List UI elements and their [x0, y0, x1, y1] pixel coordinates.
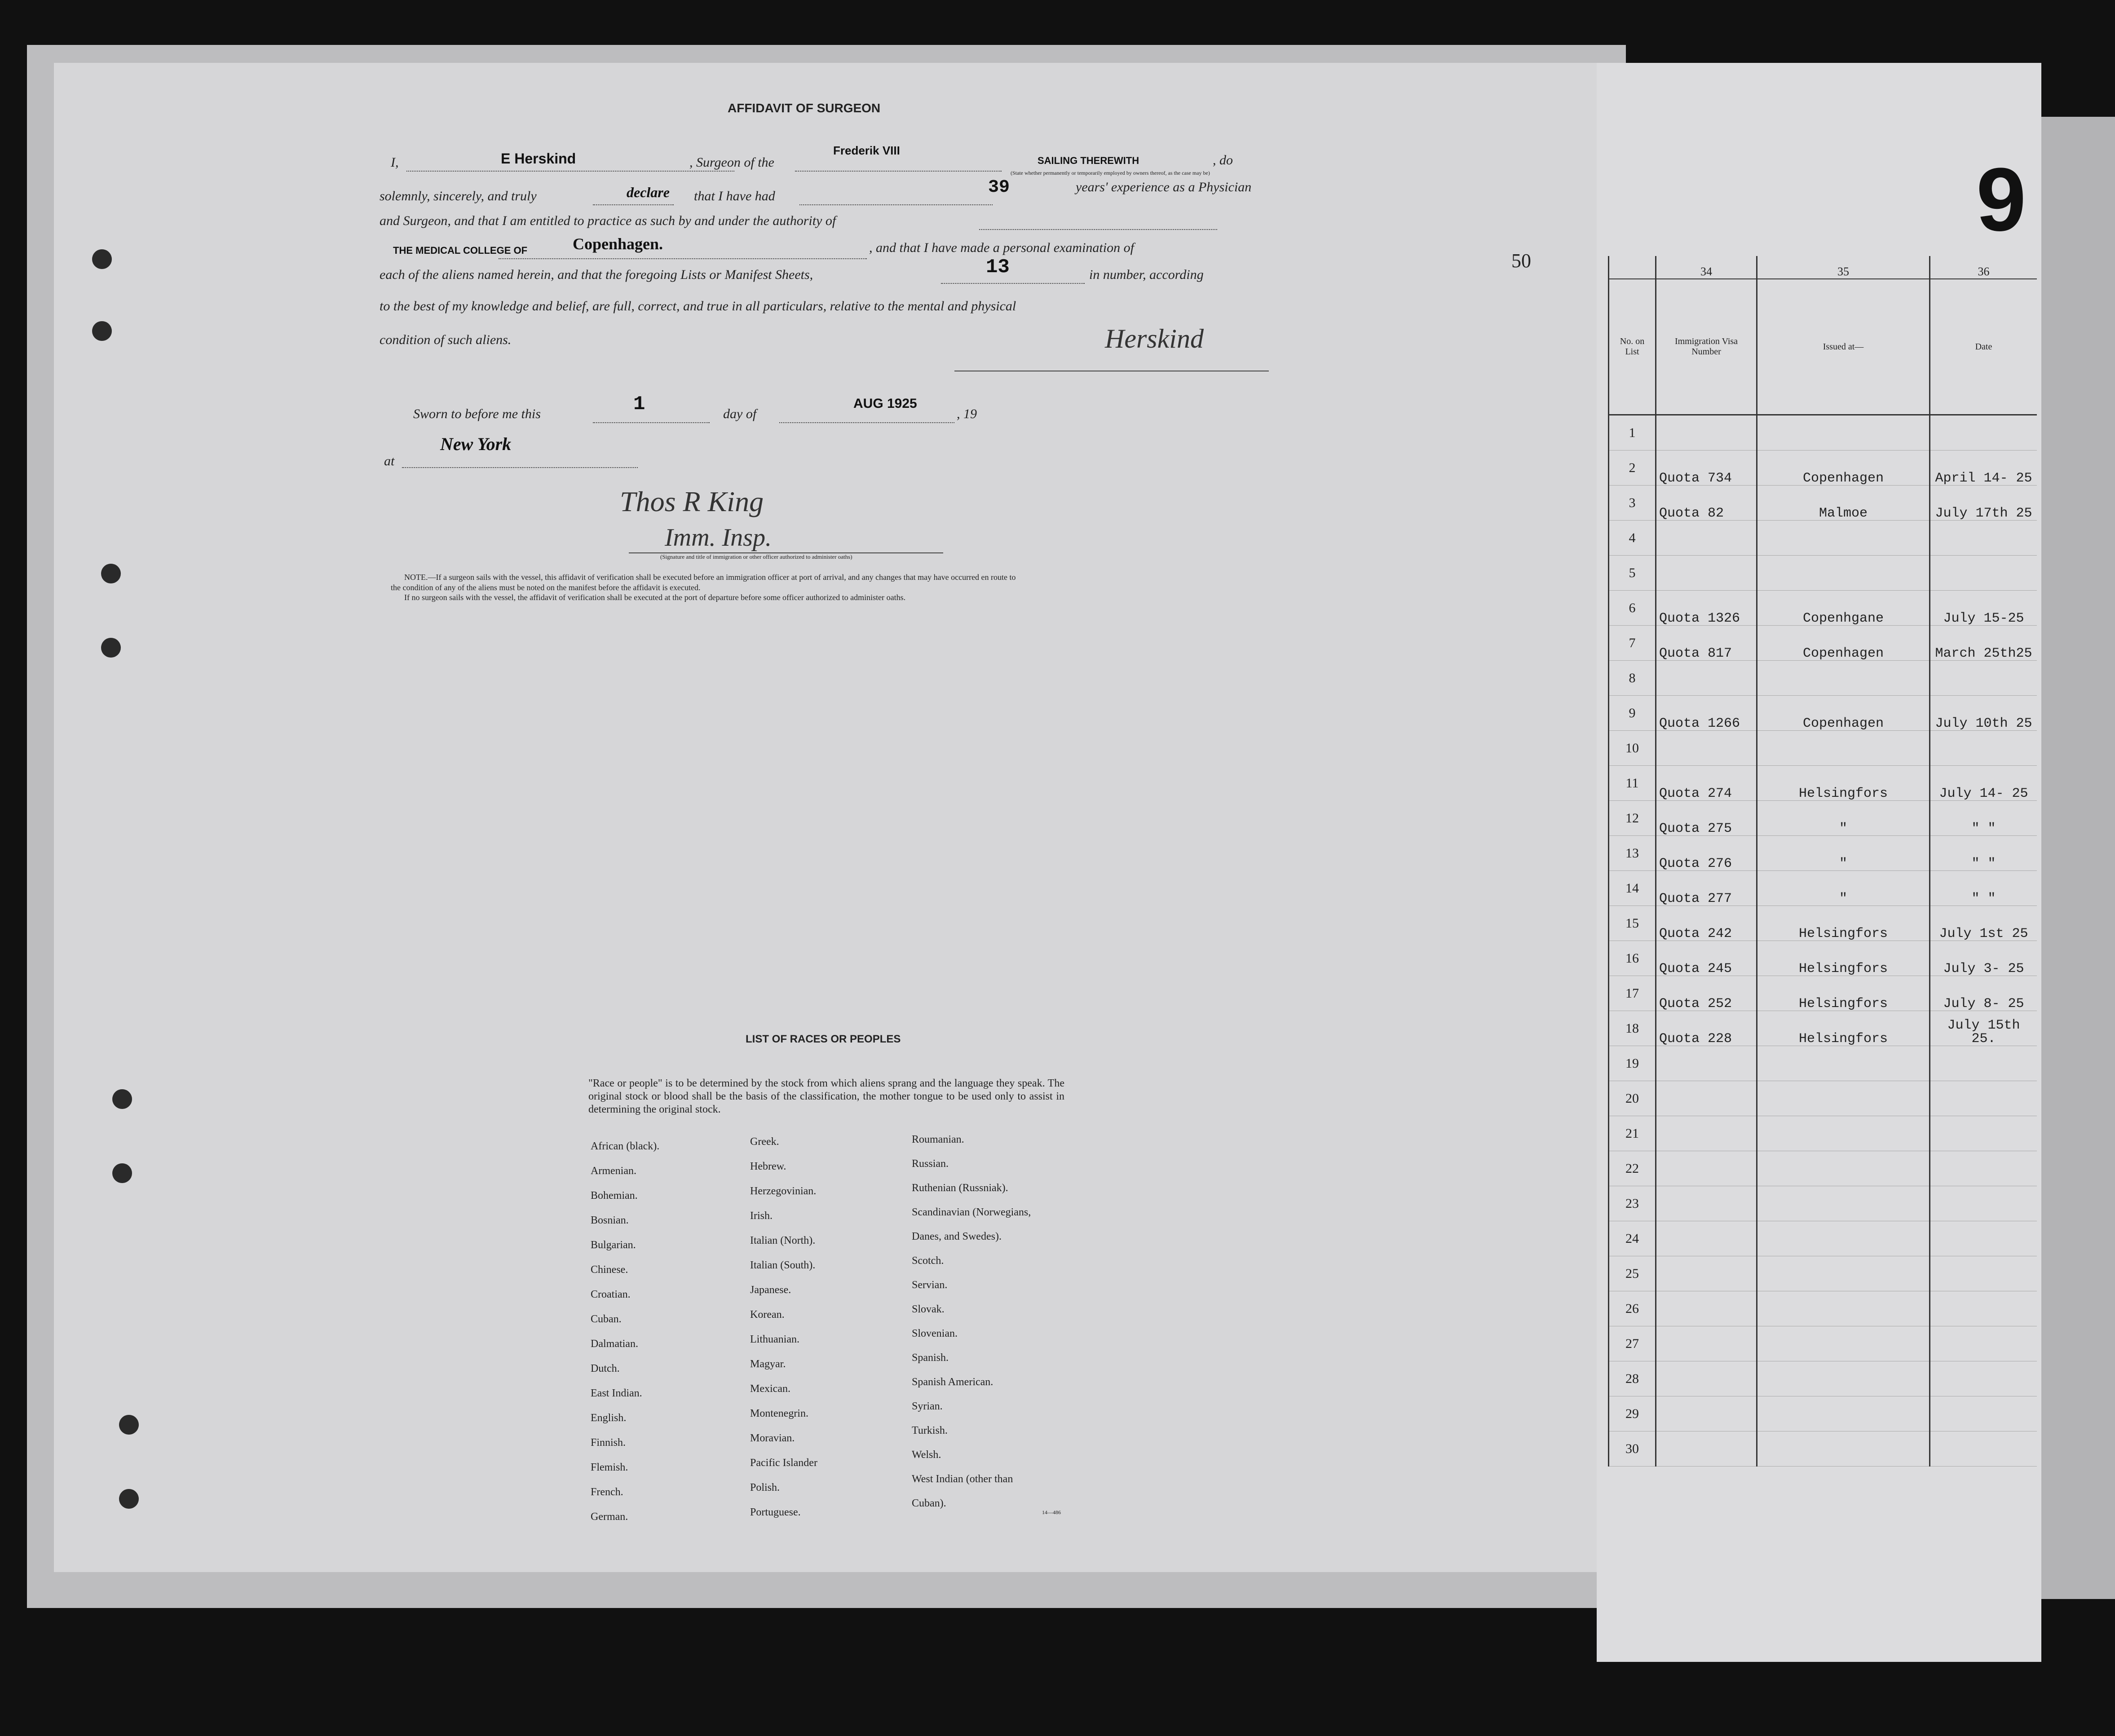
college-line — [499, 258, 867, 259]
vessel-name: Frederik VIII — [833, 144, 900, 157]
race-entry: African (black). — [591, 1140, 660, 1152]
note-line-2: the condition of any of the aliens must be noted on the manifest before the affidavit is executed. — [391, 583, 701, 592]
affidavit-page — [54, 63, 1608, 1572]
surgeon-name: E Herskind — [501, 150, 576, 167]
row-number: 15 — [1609, 906, 1656, 941]
visa-date — [1930, 1116, 2037, 1151]
do-label: , do — [1213, 153, 1233, 168]
race-entry: Flemish. — [591, 1462, 628, 1473]
row-number: 5 — [1609, 556, 1656, 591]
race-entry: Magyar. — [750, 1358, 786, 1370]
visa-number: Quota 252 — [1656, 976, 1757, 1011]
visa-date — [1930, 661, 2037, 696]
row-number: 6 — [1609, 591, 1656, 626]
race-entry: Armenian. — [591, 1165, 636, 1177]
day-line — [593, 422, 710, 423]
visa-date — [1930, 1256, 2037, 1291]
visa-number — [1656, 1151, 1757, 1186]
col-num: 36 — [1930, 256, 2037, 279]
visa-date — [1930, 415, 2037, 451]
table-row — [1609, 731, 2037, 766]
table-row — [1609, 766, 2037, 801]
issued-at — [1757, 1291, 1930, 1326]
race-entry: Finnish. — [591, 1437, 626, 1449]
month-line — [779, 422, 954, 423]
visa-date: July 1st 25 — [1930, 906, 2037, 941]
row-number: 27 — [1609, 1326, 1656, 1361]
issued-at: Copenhagen — [1757, 451, 1930, 486]
row-number: 17 — [1609, 976, 1656, 1011]
line4b: , and that I have made a personal examination of — [869, 240, 1134, 255]
authority-line — [979, 229, 1217, 230]
race-entry: Spanish American. — [912, 1376, 993, 1388]
race-entry: Russian. — [912, 1158, 949, 1170]
manifest-table — [1608, 256, 2037, 1467]
row-number: 11 — [1609, 766, 1656, 801]
sheets-line — [941, 283, 1085, 284]
race-entry: Croatian. — [591, 1289, 631, 1300]
race-entry: Cuban). — [912, 1497, 946, 1509]
issued-at: Helsingfors — [1757, 766, 1930, 801]
table-row — [1609, 1326, 2037, 1361]
surgeon-signature: Herskind — [1105, 324, 1204, 353]
punch-hole — [101, 638, 121, 658]
line5a: each of the aliens named herein, and that the foregoing Lists or Manifest Sheets, — [380, 267, 813, 282]
row-number: 13 — [1609, 836, 1656, 871]
race-entry: Bosnian. — [591, 1215, 629, 1226]
table-row — [1609, 1221, 2037, 1256]
col-num: 34 — [1656, 256, 1757, 279]
line7: condition of such aliens. — [380, 332, 512, 347]
line2a: solemnly, sincerely, and truly — [380, 189, 537, 203]
visa-number — [1656, 415, 1757, 451]
row-number: 7 — [1609, 626, 1656, 661]
visa-number — [1656, 556, 1757, 591]
row-number: 30 — [1609, 1431, 1656, 1467]
place-line — [402, 467, 638, 468]
race-entry: Syrian. — [912, 1400, 943, 1412]
race-entry: German. — [591, 1511, 628, 1523]
col-num — [1609, 256, 1656, 279]
visa-number — [1656, 1081, 1757, 1116]
sworn-a: Sworn to before me this — [413, 406, 541, 421]
race-entry: Servian. — [912, 1279, 948, 1291]
line3: and Surgeon, and that I am entitled to practice as such by and under the authority of — [380, 213, 836, 228]
visa-date — [1930, 1291, 2037, 1326]
visa-date — [1930, 1431, 2037, 1467]
line2b: that I have had — [694, 189, 775, 203]
issued-at — [1757, 1431, 1930, 1467]
visa-date: March 25th25 — [1930, 626, 2037, 661]
visa-date — [1930, 1046, 2037, 1081]
table-row — [1609, 976, 2037, 1011]
row-number: 29 — [1609, 1396, 1656, 1431]
row-number: 3 — [1609, 486, 1656, 521]
race-entry: Korean. — [750, 1309, 785, 1321]
issued-at — [1757, 1081, 1930, 1116]
affidavit-title: AFFIDAVIT OF SURGEON — [728, 101, 881, 115]
college-city: Copenhagen. — [573, 235, 663, 253]
column-number-row — [1609, 256, 2037, 279]
declare-line — [593, 204, 674, 205]
table-row — [1609, 1396, 2037, 1431]
visa-number — [1656, 1186, 1757, 1221]
row-number: 24 — [1609, 1221, 1656, 1256]
race-entry: Bulgarian. — [591, 1239, 636, 1251]
issued-at — [1757, 1186, 1930, 1221]
table-row — [1609, 1431, 2037, 1467]
race-entry: Mexican. — [750, 1383, 790, 1395]
race-entry: Slovenian. — [912, 1328, 958, 1339]
visa-date — [1930, 1396, 2037, 1431]
table-row — [1609, 696, 2037, 731]
table-row — [1609, 1291, 2037, 1326]
race-entry: Chinese. — [591, 1264, 628, 1276]
punch-hole — [101, 564, 121, 583]
issued-at — [1757, 1361, 1930, 1396]
race-entry: Cuban. — [591, 1313, 622, 1325]
row-number: 4 — [1609, 521, 1656, 556]
row-number: 14 — [1609, 871, 1656, 906]
race-entry: Dalmatian. — [591, 1338, 638, 1350]
declare-word: declare — [627, 184, 670, 200]
issued-at: " — [1757, 871, 1930, 906]
visa-date: " " — [1930, 801, 2037, 836]
race-entry: Lithuanian. — [750, 1334, 799, 1345]
race-entry: Herzegovinian. — [750, 1185, 817, 1197]
punch-hole — [92, 249, 112, 269]
table-row — [1609, 521, 2037, 556]
issued-at — [1757, 661, 1930, 696]
race-entry: Roumanian. — [912, 1134, 964, 1145]
row-number: 8 — [1609, 661, 1656, 696]
table-row — [1609, 1046, 2037, 1081]
punch-hole — [112, 1163, 132, 1183]
years-value: 39 — [988, 177, 1010, 198]
races-intro: "Race or people" is to be determined by the stock from which aliens sprang and the language they speak. The original stock or blood shall be the basis of the classification, the mother tongue to be used only to assist in determining the original stock. — [588, 1078, 1064, 1115]
visa-number — [1656, 731, 1757, 766]
punch-hole — [119, 1415, 139, 1435]
sheet-number: 9 — [1976, 150, 2027, 250]
races-column-3 — [912, 1127, 1031, 1515]
race-entry: Slovak. — [912, 1303, 945, 1315]
race-entry: West Indian (other than — [912, 1473, 1013, 1485]
header-date: Date — [1930, 279, 2037, 415]
line2c: years' experience as a Physician — [1076, 180, 1252, 194]
visa-date — [1930, 1326, 2037, 1361]
issued-at — [1757, 1151, 1930, 1186]
row-number: 23 — [1609, 1186, 1656, 1221]
officer-title: Imm. Insp. — [665, 524, 772, 552]
sheets-value: 13 — [986, 256, 1010, 278]
issued-at — [1757, 1221, 1930, 1256]
visa-number — [1656, 1361, 1757, 1396]
table-row — [1609, 661, 2037, 696]
issued-at: Helsingfors — [1757, 941, 1930, 976]
issued-at — [1757, 1046, 1930, 1081]
at-label: at — [384, 454, 395, 468]
issued-at — [1757, 1116, 1930, 1151]
header-issued-at: Issued at— — [1757, 279, 1930, 415]
visa-date: July 17th 25 — [1930, 486, 2037, 521]
issued-at: Helsingfors — [1757, 906, 1930, 941]
race-entry: Ruthenian (Russniak). — [912, 1182, 1008, 1194]
race-entry: French. — [591, 1486, 623, 1498]
visa-number — [1656, 521, 1757, 556]
header-no-on-list: No. on List — [1609, 279, 1656, 415]
row-number: 22 — [1609, 1151, 1656, 1186]
issued-at: " — [1757, 801, 1930, 836]
visa-date — [1930, 521, 2037, 556]
race-entry: Scandinavian (Norwegians, — [912, 1206, 1031, 1218]
table-row — [1609, 626, 2037, 661]
header-row — [1609, 279, 2037, 415]
race-entry: Portuguese. — [750, 1506, 801, 1518]
table-row — [1609, 906, 2037, 941]
row-number: 2 — [1609, 451, 1656, 486]
visa-number — [1656, 1256, 1757, 1291]
visa-number: Quota 277 — [1656, 871, 1757, 906]
table-row — [1609, 871, 2037, 906]
table-row — [1609, 486, 2037, 521]
issued-at: Copenhagen — [1757, 626, 1930, 661]
note-line-3: If no surgeon sails with the vessel, the affidavit of verification shall be executed at the port of departure before some officer authorized to administer oaths. — [404, 593, 906, 602]
visa-date — [1930, 731, 2037, 766]
visa-number: Quota 276 — [1656, 836, 1757, 871]
issued-at — [1757, 415, 1930, 451]
visa-number: Quota 1326 — [1656, 591, 1757, 626]
sworn-c: , 19 — [957, 406, 977, 421]
visa-date: July 3- 25 — [1930, 941, 2037, 976]
form-code: 14—486 — [1042, 1509, 1061, 1515]
issued-at: Copenhgane — [1757, 591, 1930, 626]
visa-number — [1656, 1046, 1757, 1081]
issued-at: " — [1757, 836, 1930, 871]
race-entry: Turkish. — [912, 1425, 948, 1436]
officer-caption: (Signature and title of immigration or other officer authorized to administer oaths) — [660, 553, 852, 560]
race-entry: Hebrew. — [750, 1161, 786, 1172]
surgeon-of-label: , Surgeon of the — [689, 155, 774, 170]
visa-date — [1930, 556, 2037, 591]
visa-number: Quota 274 — [1656, 766, 1757, 801]
note-line-1: NOTE.—If a surgeon sails with the vessel, this affidavit of verification shall be executed before an immigration officer at port of arrival, and any changes that may have occurred en route to — [404, 573, 1016, 582]
table-row — [1609, 1186, 2037, 1221]
visa-number — [1656, 1431, 1757, 1467]
race-entry: East Indian. — [591, 1387, 642, 1399]
race-entry: Polish. — [750, 1482, 780, 1493]
table-row — [1609, 836, 2037, 871]
visa-number: Quota 228 — [1656, 1011, 1757, 1046]
visa-date: July 8- 25 — [1930, 976, 2037, 1011]
visa-number: Quota 82 — [1656, 486, 1757, 521]
visa-number: Quota 1266 — [1656, 696, 1757, 731]
row-number: 20 — [1609, 1081, 1656, 1116]
punch-hole — [119, 1489, 139, 1509]
line6: to the best of my knowledge and belief, are full, correct, and true in all particulars, relative to the mental and physical — [380, 299, 1016, 314]
visa-date — [1930, 1361, 2037, 1396]
visa-number: Quota 275 — [1656, 801, 1757, 836]
race-entry: Scotch. — [912, 1255, 944, 1267]
line5b: in number, according — [1089, 267, 1204, 282]
issued-at — [1757, 731, 1930, 766]
row-number: 16 — [1609, 941, 1656, 976]
race-entry: Italian (North). — [750, 1235, 816, 1246]
visa-date: July 15-25 — [1930, 591, 2037, 626]
visa-number — [1656, 1326, 1757, 1361]
race-entry: Welsh. — [912, 1449, 941, 1461]
sworn-b: day of — [723, 406, 757, 421]
visa-date: July 14- 25 — [1930, 766, 2037, 801]
race-entry: Dutch. — [591, 1363, 620, 1374]
surgeon-name-line — [406, 171, 734, 172]
visa-date — [1930, 1151, 2037, 1186]
sailing-note: (State whether permanently or temporarily employed by owners thereof, as the case may be) — [1011, 170, 1210, 176]
visa-number — [1656, 1396, 1757, 1431]
races-column-1 — [591, 1134, 659, 1529]
row-number: 18 — [1609, 1011, 1656, 1046]
visa-date — [1930, 1081, 2037, 1116]
sworn-day: 1 — [633, 393, 645, 415]
visa-date: July 15th 25. — [1930, 1011, 2037, 1046]
table-row — [1609, 415, 2037, 451]
adjacent-sheet-edge — [2041, 117, 2115, 1599]
table-row — [1609, 556, 2037, 591]
visa-date — [1930, 1186, 2037, 1221]
visa-number: Quota 734 — [1656, 451, 1757, 486]
vessel-line — [795, 171, 1002, 172]
race-entry: Moravian. — [750, 1432, 795, 1444]
visa-number — [1656, 1221, 1757, 1256]
sworn-month: AUG 1925 — [853, 396, 917, 411]
table-row — [1609, 1011, 2037, 1046]
visa-date — [1930, 1221, 2037, 1256]
visa-number — [1656, 1116, 1757, 1151]
issued-at — [1757, 1256, 1930, 1291]
row-number: 26 — [1609, 1291, 1656, 1326]
sailing-stamp: SAILING THEREWITH — [1038, 155, 1139, 166]
row-number: 10 — [1609, 731, 1656, 766]
races-column-2 — [750, 1130, 817, 1525]
visa-date: July 10th 25 — [1930, 696, 2037, 731]
college-prefix: THE MEDICAL COLLEGE OF — [393, 245, 528, 256]
table-row — [1609, 1081, 2037, 1116]
visa-number — [1656, 1291, 1757, 1326]
place: New York — [440, 434, 512, 454]
races-title: LIST OF RACES OR PEOPLES — [746, 1033, 901, 1045]
visa-number: Quota 817 — [1656, 626, 1757, 661]
row-number: 28 — [1609, 1361, 1656, 1396]
race-entry: Japanese. — [750, 1284, 791, 1296]
row-number: 25 — [1609, 1256, 1656, 1291]
issued-at — [1757, 1396, 1930, 1431]
race-entry: Irish. — [750, 1210, 773, 1222]
col-num: 35 — [1757, 256, 1930, 279]
row-number: 19 — [1609, 1046, 1656, 1081]
row-number: 21 — [1609, 1116, 1656, 1151]
issued-at — [1757, 556, 1930, 591]
i-label: I, — [391, 155, 399, 170]
page-number-stamp: 50 — [1511, 250, 1531, 272]
race-entry: Greek. — [750, 1136, 779, 1148]
visa-number — [1656, 661, 1757, 696]
table-row — [1609, 1256, 2037, 1291]
table-row — [1609, 591, 2037, 626]
table-row — [1609, 1116, 2037, 1151]
issued-at — [1757, 1326, 1930, 1361]
race-entry: Italian (South). — [750, 1259, 816, 1271]
visa-number: Quota 242 — [1656, 906, 1757, 941]
visa-date: " " — [1930, 871, 2037, 906]
visa-date: " " — [1930, 836, 2037, 871]
issued-at — [1757, 521, 1930, 556]
race-entry: Pacific Islander — [750, 1457, 817, 1469]
visa-date: April 14- 25 — [1930, 451, 2037, 486]
row-number: 1 — [1609, 415, 1656, 451]
issued-at: Helsingfors — [1757, 1011, 1930, 1046]
visa-number: Quota 245 — [1656, 941, 1757, 976]
table-row — [1609, 1361, 2037, 1396]
race-entry: Danes, and Swedes). — [912, 1231, 1002, 1242]
header-visa-number: Immigration Visa Number — [1656, 279, 1757, 415]
race-entry: Spanish. — [912, 1352, 949, 1364]
race-entry: English. — [591, 1412, 627, 1424]
issued-at: Copenhagen — [1757, 696, 1930, 731]
years-line — [799, 204, 993, 205]
race-entry: Montenegrin. — [750, 1408, 808, 1419]
race-entry: Bohemian. — [591, 1190, 638, 1202]
table-row — [1609, 451, 2037, 486]
officer-signature: Thos R King — [620, 486, 764, 517]
row-number: 9 — [1609, 696, 1656, 731]
issued-at: Helsingfors — [1757, 976, 1930, 1011]
table-row — [1609, 801, 2037, 836]
row-number: 12 — [1609, 801, 1656, 836]
issued-at: Malmoe — [1757, 486, 1930, 521]
table-row — [1609, 1151, 2037, 1186]
punch-hole — [92, 321, 112, 341]
punch-hole — [112, 1089, 132, 1109]
table-row — [1609, 941, 2037, 976]
